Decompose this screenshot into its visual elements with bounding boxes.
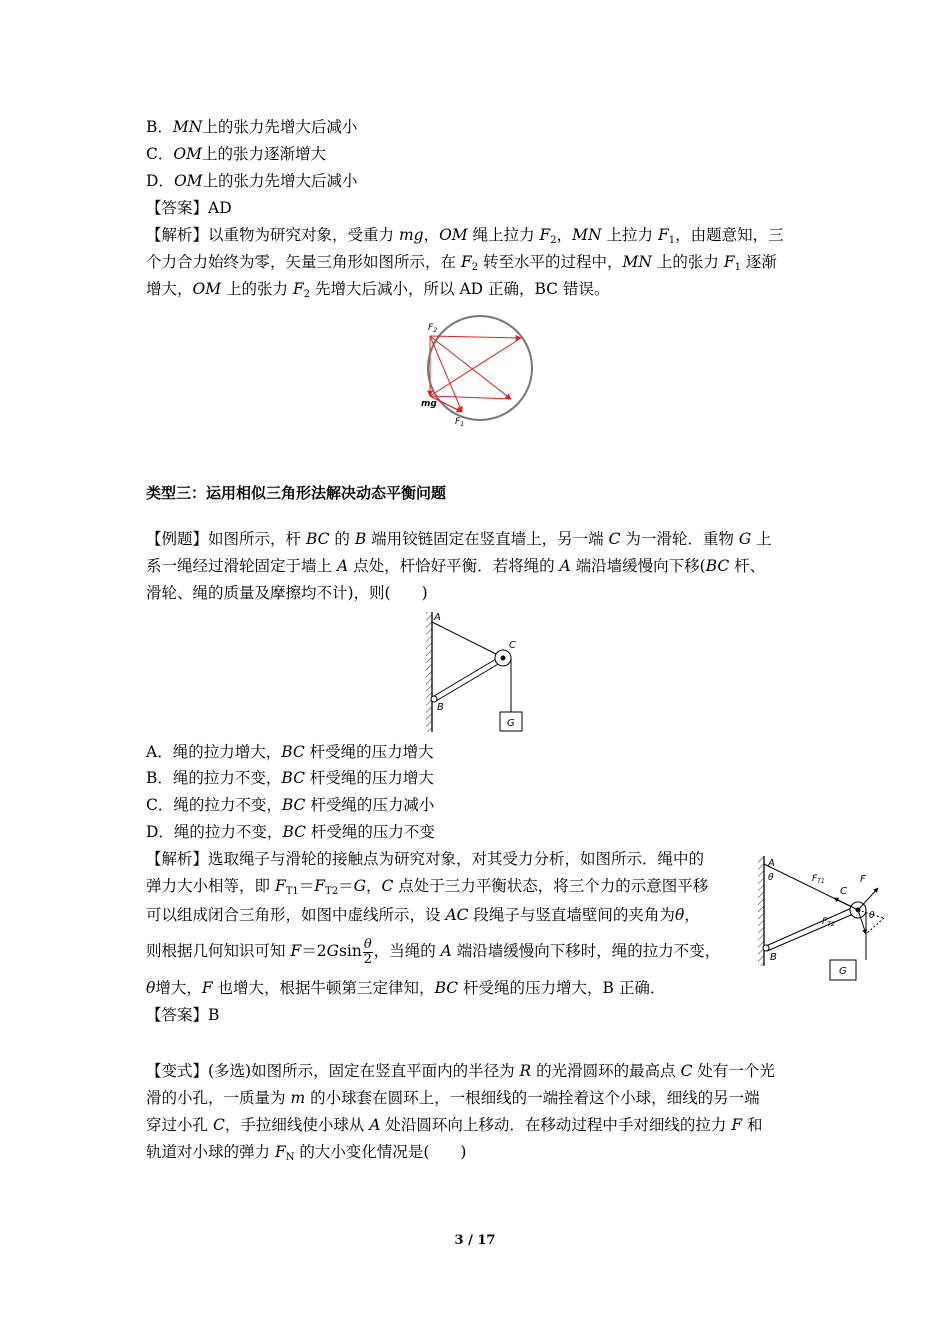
label-f2: $F_2$ (428, 323, 438, 334)
example-option-a: A．绳的拉力增大，BC 杆受绳的压力增大 (146, 743, 434, 761)
label-a: A (434, 612, 441, 623)
example-analysis-2: 弹力大小相等，即 $F_{T1}=F_{T2}=G$，C 点处于三力平衡状态，将三个力的示意图平移 (146, 877, 709, 897)
fig2-label-a: A (768, 858, 775, 869)
example-analysis-4: 则根据几何知识可知 F＝2Gsin $\frac{\theta}{2}$ ，当绳的 A 端沿墙缓慢向下移时，绳的拉力不变， (146, 936, 721, 967)
example-analysis-3: 可以组成闭合三角形，如图中虚线所示，设 AC 段绳子与竖直墙壁间的夹角为θ， (146, 906, 700, 924)
pulley-figure (424, 608, 534, 736)
option-b: B．MN上的张力先增大后减小 (146, 118, 358, 136)
fig2-label-c: C (840, 886, 847, 897)
example-analysis-1: 【解析】选取绳子与滑轮的接触点为研究对象，对其受力分析，如图所示．绳中的 (146, 850, 705, 868)
example-line-1: 【例题】如图所示，杆 BC 的 B 端用铰链固定在竖直墙上，另一端 C 为一滑轮．重物 G 上 (146, 530, 772, 548)
fig2-label-theta1: θ (768, 873, 774, 883)
fig2-label-g: G (839, 966, 847, 977)
label-b: B (437, 702, 444, 713)
example-line-3: 滑轮、绳的质量及摩擦均不计)，则( ) (146, 584, 428, 602)
fig2-label-ft1: $F_{T1}$ (812, 874, 825, 885)
fig2-label-ft2: $F_{T2}$ (822, 917, 835, 928)
page-number: 3 / 17 (454, 1233, 496, 1248)
fig2-label-b: B (770, 952, 777, 963)
variant-line-2: 滑的小孔，一质量为 m 的小球套在圆环上，一根细线的一端拴着这个小球，细线的另一端 (146, 1089, 760, 1107)
analysis-line-2: 个力合力始终为零，矢量三角形如图所示，在 $F_2$ 转至水平的过程中，MN 上的张力 $F_1$ 逐渐 (146, 253, 777, 273)
example-option-d: D．绳的拉力不变，BC 杆受绳的压力不变 (146, 823, 435, 841)
wall (426, 612, 432, 732)
option-d: D．OM上的张力先增大后减小 (146, 172, 358, 190)
force-circle-figure (418, 312, 548, 432)
example-option-c: C．绳的拉力不变，BC 杆受绳的压力减小 (146, 796, 435, 814)
example-analysis-5: θ增大，F 也增大，根据牛顿第三定律知，BC 杆受绳的压力增大，B 正确． (146, 979, 666, 997)
analysis-line-1: 【解析】以重物为研究对象，受重力 mg，OM 绳上拉力 $F_2$，MN 上拉力 $F_1$，由题意知，三 (146, 226, 784, 246)
answer-b: 【答案】B (146, 1006, 220, 1024)
variant-line-4: 轨道对小球的弹力 $F_N$ 的大小变化情况是( ) (146, 1143, 467, 1163)
fig2-label-f: F (860, 874, 866, 885)
theta-over-2: $\frac{\theta}{2}$ (363, 936, 372, 967)
variant-line-1: 【变式】(多选)如图所示，固定在竖直平面内的半径为 R 的光滑圆环的最高点 C 处有一个光 (146, 1062, 775, 1080)
label-g: G (507, 718, 515, 729)
force-analysis-figure (754, 852, 884, 984)
example-line-2: 系一绳经过滑轮固定于墙上 A 点处，杆恰好平衡．若将绳的 A 端沿墙缓慢向下移(BC 杆、 (146, 557, 766, 575)
fig2-label-theta2: θ (869, 911, 875, 921)
section-title: 类型三：运用相似三角形法解决动态平衡问题 (146, 484, 447, 502)
option-c: C．OM上的张力逐渐增大 (146, 145, 326, 163)
answer-ad: 【答案】AD (146, 199, 232, 217)
label-f1: $F_1$ (455, 417, 465, 428)
label-mg: mg (421, 399, 437, 409)
example-option-b: B．绳的拉力不变，BC 杆受绳的压力增大 (146, 769, 434, 787)
analysis-line-3: 增大，OM 上的张力 $F_2$ 先增大后减小，所以 AD 正确，BC 错误。 (146, 280, 610, 300)
label-c: C (509, 640, 516, 651)
variant-line-3: 穿过小孔 C，手拉细线使小球从 A 处沿圆环向上移动．在移动过程中手对细线的拉力 F 和 (146, 1116, 763, 1134)
